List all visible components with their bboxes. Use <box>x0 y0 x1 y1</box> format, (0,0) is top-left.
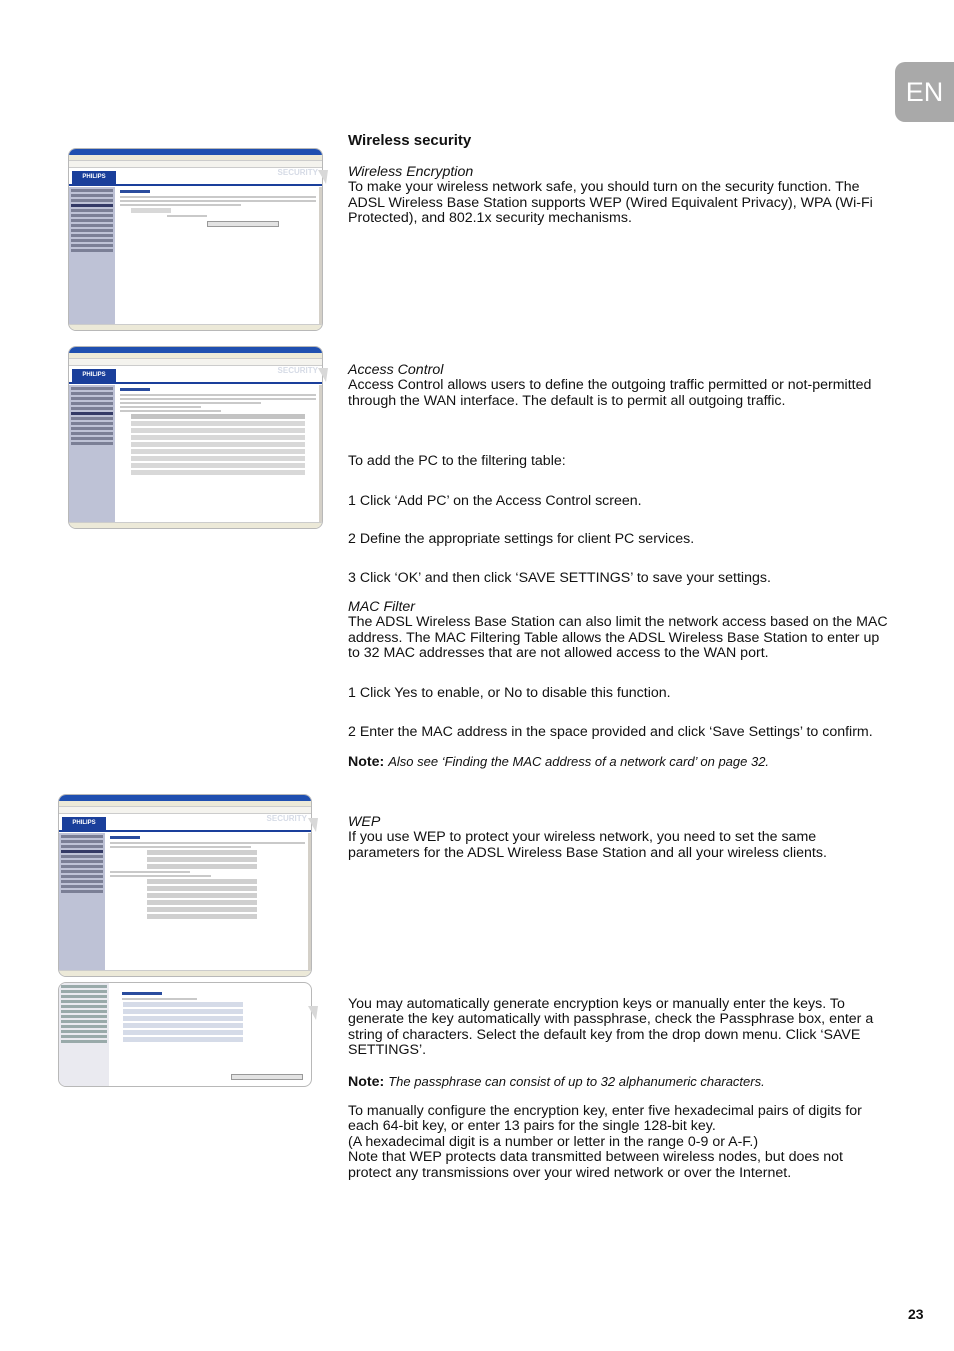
note-passphrase <box>348 1074 888 1090</box>
section-banner: SECURITY <box>277 366 318 375</box>
encryption-body: To make your wireless network safe, you should turn on the security function. The ADSL Wireless Base Station supports WEP (Wired Equivalent Privacy), WPA (Wi-Fi Protected), and 802.1x security mechanisms. <box>348 179 873 227</box>
router-header <box>69 168 322 186</box>
note-label: Note: <box>348 754 385 770</box>
mac-filter-title: MAC Filter <box>348 599 415 615</box>
mac-filter-body: The ADSL Wireless Base Station can also limit the network access based on the MAC address. The MAC Filtering Table allows the ADSL Wireless Base Station to enter up to 32 MAC addresses that are not allowed access to the WAN port. <box>348 614 888 662</box>
section-banner: SECURITY <box>266 814 307 823</box>
note-label: Note: <box>348 1074 385 1090</box>
access-control-title: Access Control <box>348 362 444 378</box>
access-control-step-2: 2 Define the appropriate settings for client PC services. <box>348 531 695 547</box>
mac-filter-step-2: 2 Enter the MAC address in the space provided and click ‘Save Settings’ to confirm. <box>348 724 873 740</box>
encryption-title: Wireless Encryption <box>348 164 474 180</box>
wep-screenshot <box>58 794 312 977</box>
philips-logo: PHILIPS <box>72 171 116 184</box>
note-text: The passphrase can consist of up to 32 alphanumeric characters. <box>388 1074 765 1089</box>
access-control-step-1: 1 Click ‘Add PC’ on the Access Control screen. <box>348 493 642 509</box>
philips-logo: PHILIPS <box>72 369 116 382</box>
security-screenshot <box>68 148 323 331</box>
access-control-step-3: 3 Click ‘OK’ and then click ‘SAVE SETTINGS’ to save your settings. <box>348 570 771 586</box>
wep-title: WEP <box>348 814 381 830</box>
router-content <box>117 187 319 325</box>
note-mac-address <box>348 754 888 770</box>
section-heading: Wireless security <box>348 132 472 149</box>
page-number: 23 <box>908 1306 924 1322</box>
access-control-intro: To add the PC to the filtering table: <box>348 453 566 469</box>
access-control-body: Access Control allows users to define the outgoing traffic permitted or not-permitted through the WAN interface. The default is to permit all outgoing traffic. <box>348 377 872 409</box>
wep-note-body: Note that WEP protects data transmitted between wireless nodes, but does not protect any transmissions over your wired network or over the Internet. <box>348 1149 843 1181</box>
keys-body: You may automatically generate encryption keys or manually enter the keys. To generate the key automatically with passphrase, check the Passphrase box, enter a string of characters. Select the default key from the drop down menu. Click ‘SAVE SETTINGS’. <box>348 996 874 1059</box>
note-text: Also see ‘Finding the MAC address of a network card’ on page 32. <box>388 754 770 769</box>
philips-logo: PHILIPS <box>62 817 106 830</box>
hex-definition: (A hexadecimal digit is a number or letter in the range 0-9 or A-F.) <box>348 1133 759 1150</box>
status-bar <box>69 324 322 330</box>
language-tab: EN <box>895 62 954 122</box>
address-bar <box>69 161 322 168</box>
mac-filter-step-1: 1 Click Yes to enable, or No to disable this function. <box>348 685 671 701</box>
access-control-screenshot <box>68 346 323 529</box>
wep-key-screenshot <box>58 982 312 1087</box>
section-banner: SECURITY <box>277 168 318 177</box>
manual-key-body: To manually configure the encryption key, enter five hexadecimal pairs of digits for each 64-bit key, or enter 13 pairs for the single 128-bit key. <box>348 1103 862 1135</box>
router-sidebar <box>69 187 115 325</box>
wep-body: If you use WEP to protect your wireless network, you need to set the same parameters for the ADSL Wireless Base Station and all your wireless clients. <box>348 829 827 861</box>
